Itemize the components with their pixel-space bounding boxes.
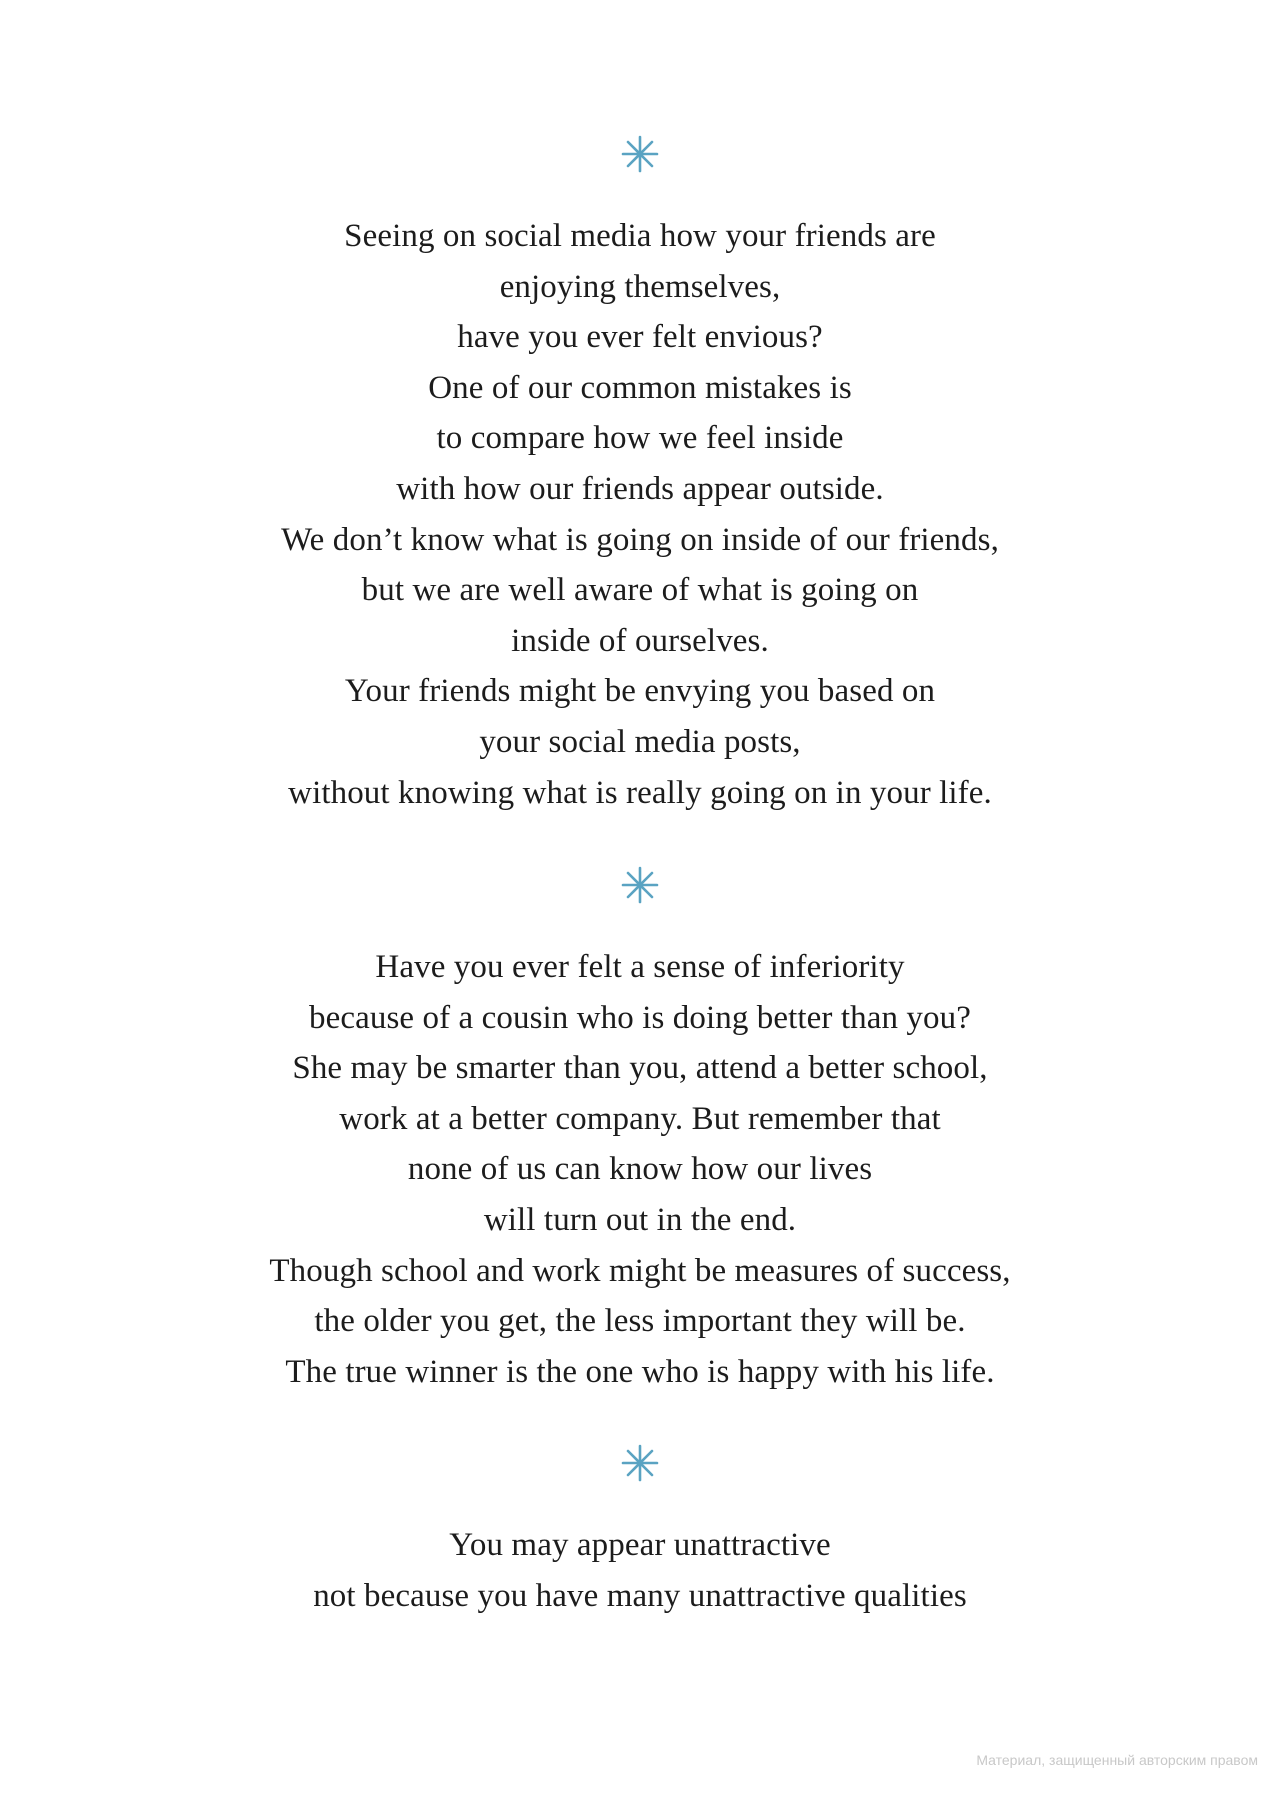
stanza-line: not because you have many unattractive qualities [313, 1577, 967, 1614]
stanza-line: enjoying themselves, [499, 268, 781, 305]
ornament-star-3 [620, 1443, 660, 1483]
stanza-line: none of us can know how our lives [407, 1151, 873, 1188]
ornament-star-1 [620, 134, 660, 174]
stanza-line: because of a cousin who is doing better than you? [309, 999, 971, 1036]
asterisk-star-icon [0, 1443, 1280, 1487]
stanza-line: The true winner is the one who is happy with his life. [285, 1353, 995, 1390]
stanza-line: Seeing on social media how your friends are [344, 218, 936, 254]
stanza-2 [0, 942, 1280, 1397]
stanza-line: Have you ever felt a sense of inferiority [375, 949, 905, 985]
ornament-star-2 [620, 865, 660, 905]
stanza-line: Your friends might be envying you based on [344, 673, 936, 710]
stanza-line: Though school and work might be measures of success, [269, 1252, 1011, 1289]
stanza-line: have you ever felt envious? [457, 319, 823, 356]
stanza-1 [0, 211, 1280, 818]
stanza-line: You may appear unattractive [449, 1527, 831, 1563]
stanza-line: inside of ourselves. [511, 622, 769, 659]
stanza-line: work at a better company. But remember that [339, 1100, 941, 1137]
stanza-line: will turn out in the end. [483, 1201, 797, 1238]
stanza-line: the older you get, the less important they will be. [314, 1303, 966, 1340]
copyright-watermark: Материал, защищенный авторским правом [976, 1752, 1258, 1768]
stanza-line: One of our common mistakes is [428, 369, 852, 406]
stanza-line: but we are well aware of what is going on [361, 572, 919, 609]
stanza-line: your social media posts, [479, 723, 801, 760]
stanza-line: with how our friends appear outside. [396, 470, 884, 507]
stanza-3 [0, 1520, 1280, 1621]
stanza-line: without knowing what is really going on in your life. [288, 774, 992, 811]
stanza-line: We don’t know what is going on inside of our friends, [281, 521, 999, 558]
stanza-line: to compare how we feel inside [436, 420, 844, 457]
stanza-line: She may be smarter than you, attend a better school, [292, 1050, 988, 1087]
asterisk-star-icon [0, 865, 1280, 909]
asterisk-star-icon [0, 134, 1280, 178]
